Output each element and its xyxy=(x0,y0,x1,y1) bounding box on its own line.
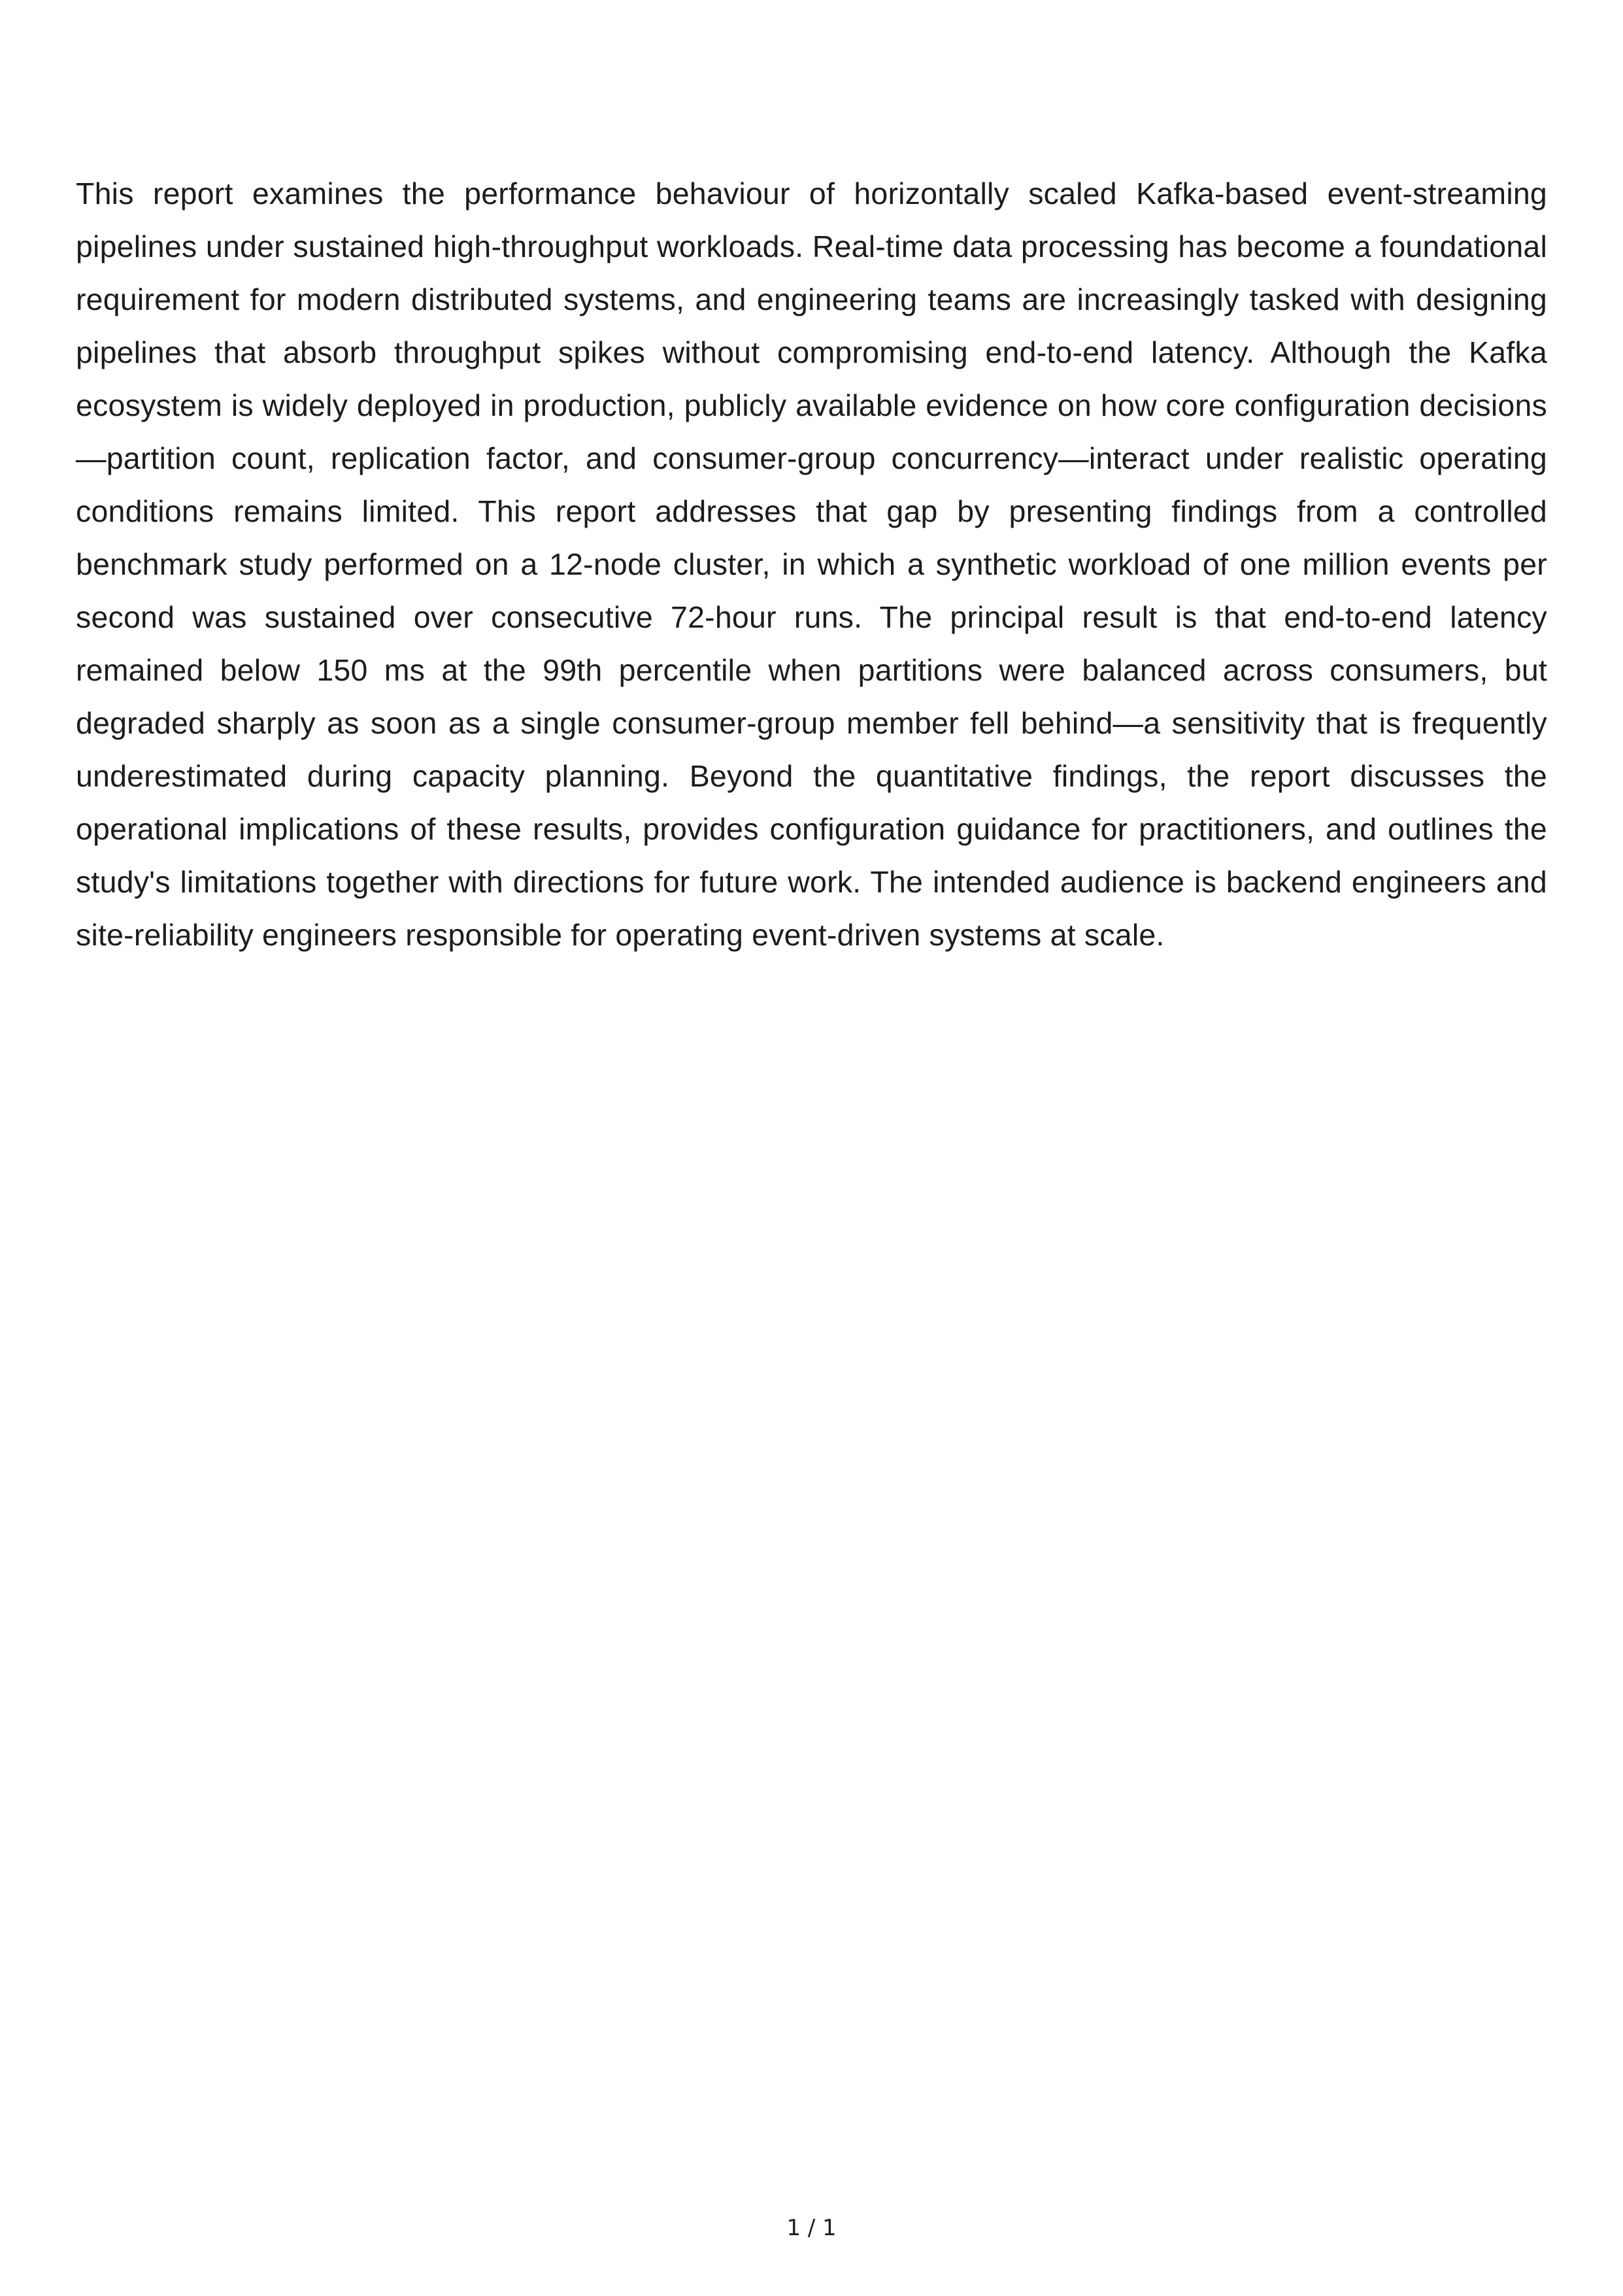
body-paragraph: This report examines the performance behaviour of horizontally scaled Kafka-based event-streaming pipelines under sustained high-throughput workloads. Real-time data processing has become a foundational requirement for modern distributed systems, and engineering teams are increasingly tasked with designing pipelines that absorb throughput spikes without compromising end-to-end latency. Although the Kafka ecosystem is widely deployed in production, publicly available evidence on how core configuration decisions—partition count, replication factor, and consumer-group concurrency—interact under realistic operating conditions remains limited. This report addresses that gap by presenting findings from a controlled benchmark study performed on a 12-node cluster, in which a synthetic workload of one million events per second was sustained over consecutive 72-hour runs. The principal result is that end-to-end latency remained below 150 ms at the 99th percentile when partitions were balanced across consumers, but degraded sharply as soon as a single consumer-group member fell behind—a sensitivity that is frequently underestimated during capacity planning. Beyond the quantitative findings, the report discusses the operational implications of these results, provides configuration guidance for practitioners, and outlines the study's limitations together with directions for future work. The intended audience is backend engineers and site-reliability engineers responsible for operating event-driven systems at scale. xyxy=(76,177,1547,952)
page-number: 1 / 1 xyxy=(786,2215,837,2241)
